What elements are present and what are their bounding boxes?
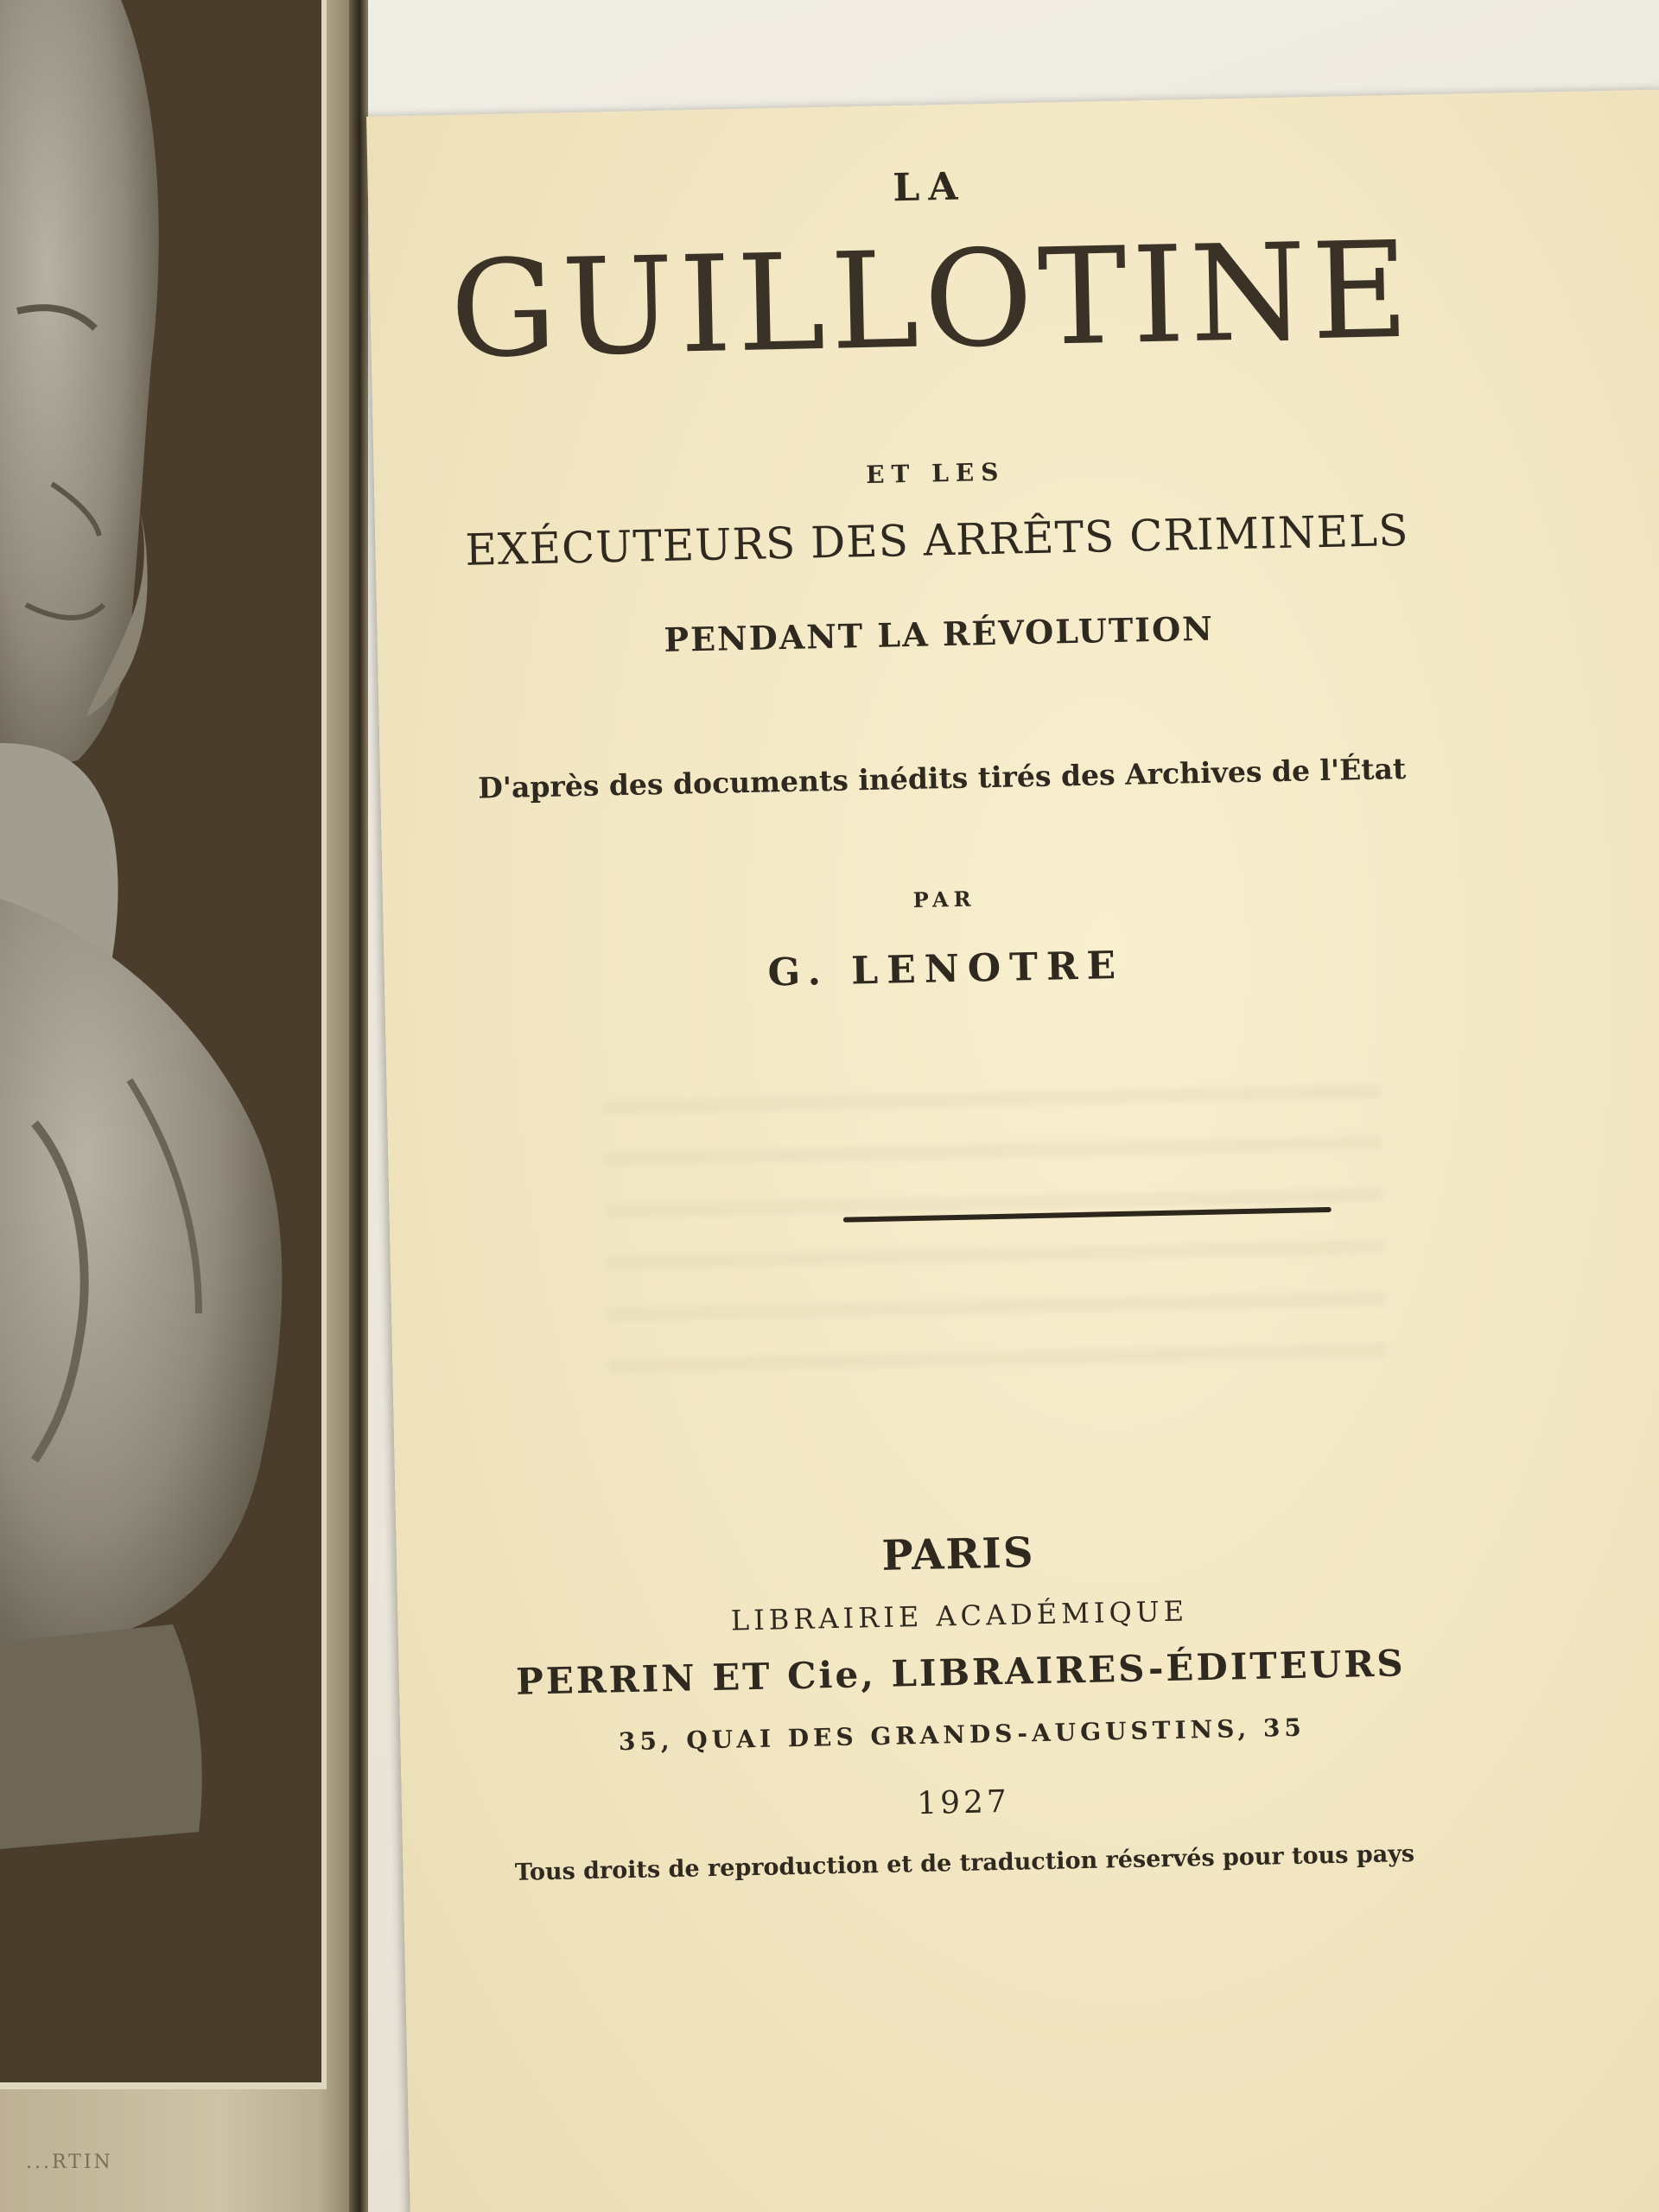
book-gutter <box>349 0 368 2212</box>
by-label: PAR <box>912 886 976 912</box>
left-page <box>0 0 363 2212</box>
main-title: GUILLOTINE <box>448 213 1415 388</box>
title-article: LA <box>892 164 967 211</box>
sources-line: D'après des documents inédits tirés des Archives de l'État <box>477 751 1407 805</box>
publisher-name: PERRIN ET Cie, LIBRAIRES-ÉDITEURS <box>515 1642 1407 1703</box>
publisher-address: 35, QUAI DES GRANDS-AUGUSTINS, 35 <box>618 1713 1306 1757</box>
subtitle-line-1: EXÉCUTEURS DES ARRÊTS CRIMINELS <box>464 505 1410 575</box>
publication-city: PARIS <box>880 1529 1035 1580</box>
publication-year: 1927 <box>916 1783 1011 1822</box>
librairie-name: LIBRAIRIE ACADÉMIQUE <box>730 1594 1189 1637</box>
subtitle-line-2: PENDANT LA RÉVOLUTION <box>664 608 1215 659</box>
author-name: G. LENOTRE <box>767 943 1125 995</box>
plate-caption: ...RTIN <box>26 2152 113 2173</box>
title-page <box>366 89 1659 2212</box>
rights-notice: Tous droits de reproduction et de traduction réservés pour tous pays <box>514 1840 1415 1886</box>
bust-illustration <box>0 0 321 2082</box>
title-conjunction: ET LES <box>865 457 1006 489</box>
title-block <box>366 93 1490 1886</box>
frontispiece-photo <box>0 0 327 2089</box>
